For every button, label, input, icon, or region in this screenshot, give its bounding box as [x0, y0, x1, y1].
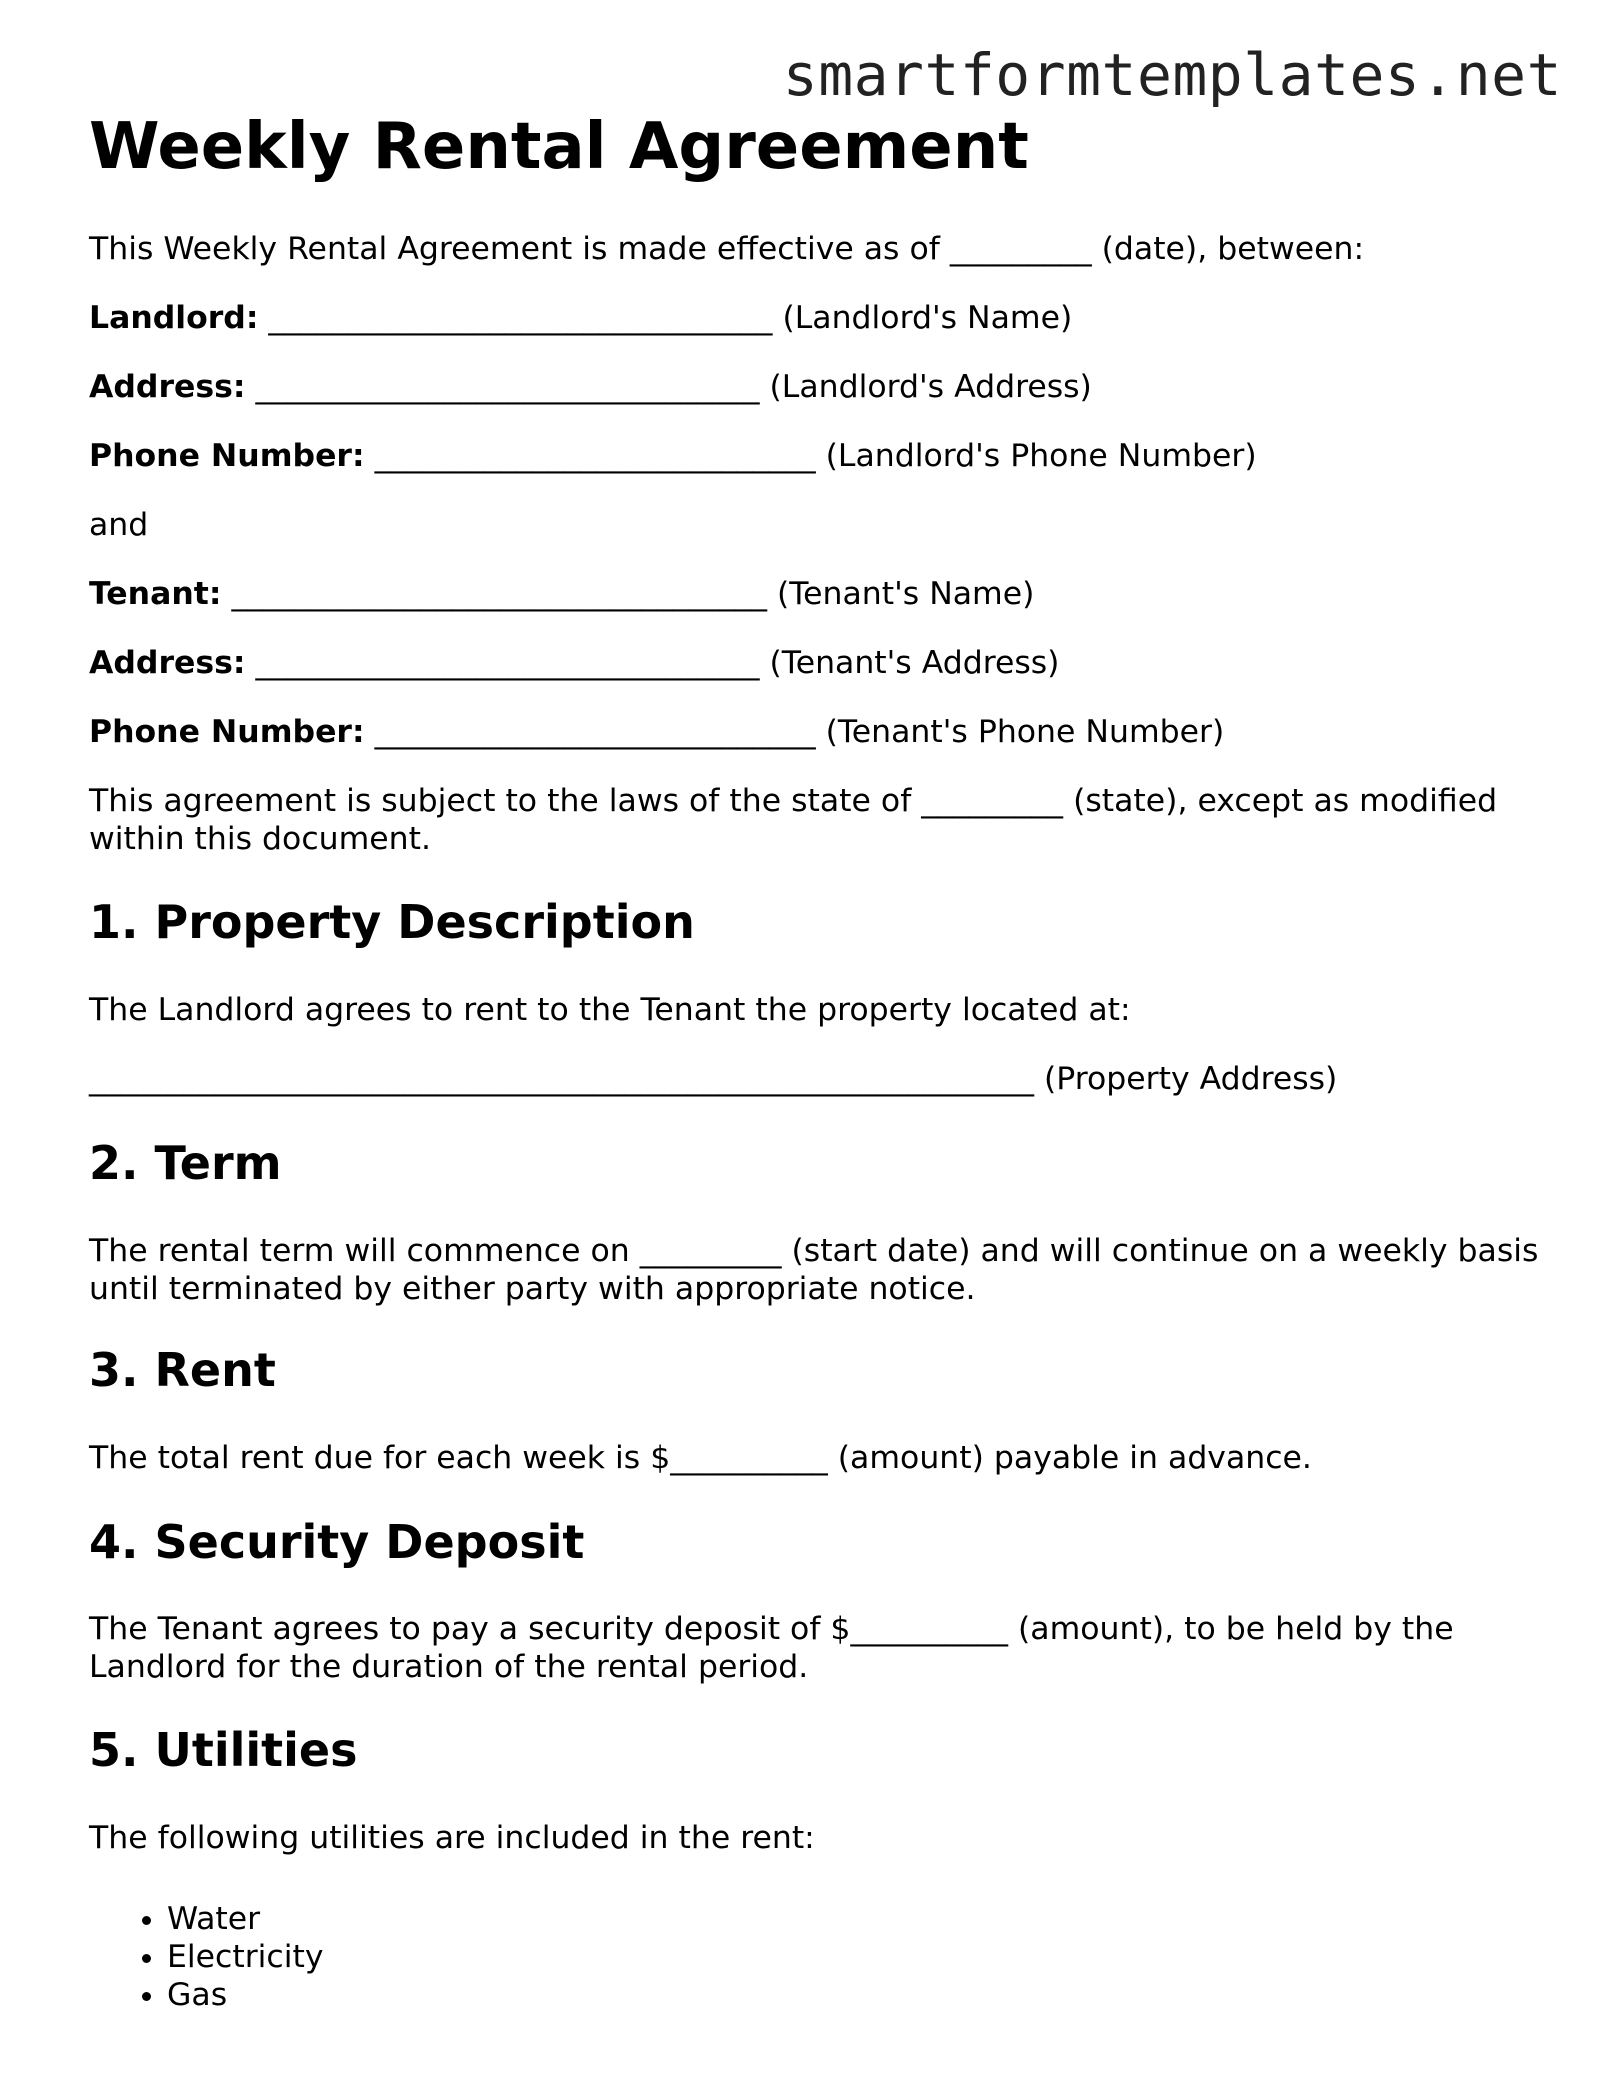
property-address-line: ____________________________________________________________ (Property Address): [89, 1061, 1338, 1097]
landlord-phone-label: Phone Number:: [89, 438, 365, 474]
tenant-phone-line: [89, 713, 1224, 751]
tenant-name-line: [89, 575, 1034, 613]
section-utilities-text: The following utilities are included in the rent:: [89, 1820, 815, 1856]
landlord-address-field: ________________________________ (Landlord's Address): [245, 369, 1092, 405]
tenant-address-label: Address:: [89, 645, 246, 681]
section-property-text: The Landlord agrees to rent to the Tenant the property located at:: [89, 992, 1131, 1028]
landlord-address-label: Address:: [89, 369, 246, 405]
section-rent-text: The total rent due for each week is $__________ (amount) payable in advance.: [89, 1440, 1312, 1476]
section-deposit-text: The Tenant agrees to pay a security deposit of $__________ (amount), to be held by the Landlord for the duration of the rental period.: [89, 1611, 1454, 1685]
tenant-name-field: __________________________________ (Tenant's Name): [221, 576, 1035, 612]
list-item: • Gas: [167, 1976, 323, 2014]
list-item: • Electricity: [167, 1938, 323, 1976]
landlord-phone-field: ____________________________ (Landlord's Phone Number): [364, 438, 1257, 474]
tenant-phone-field: ____________________________ (Tenant's Phone Number): [364, 714, 1225, 750]
site-watermark: smartformtemplates.net: [782, 41, 1562, 109]
tenant-address-line: [89, 644, 1059, 682]
landlord-name-field: ________________________________ (Landlord's Name): [258, 300, 1073, 336]
landlord-name-line: [89, 299, 1072, 337]
intro-line: This Weekly Rental Agreement is made effective as of _________ (date), between:: [89, 231, 1365, 267]
governing-law-paragraph: This agreement is subject to the laws of the state of _________ (state), except as modified within this document.: [89, 783, 1498, 857]
document-title: Weekly Rental Agreement: [89, 110, 1029, 184]
tenant-phone-label: Phone Number:: [89, 714, 365, 750]
section-utilities-heading: 5. Utilities: [89, 1723, 358, 1777]
section-property-heading: 1. Property Description: [89, 895, 695, 949]
section-rent-heading: 3. Rent: [89, 1343, 276, 1397]
tenant-address-field: ________________________________ (Tenant's Address): [245, 645, 1060, 681]
landlord-name-label: Landlord:: [89, 300, 259, 336]
section-term-heading: 2. Term: [89, 1136, 282, 1190]
list-item: • Water: [167, 1900, 323, 1938]
section-term-text: The rental term will commence on _________ (start date) and will continue on a weekly basis until terminated by either party with appropriate notice.: [89, 1233, 1539, 1307]
landlord-phone-line: [89, 437, 1257, 475]
tenant-name-label: Tenant:: [89, 576, 222, 612]
and-text: and: [89, 507, 149, 543]
section-deposit-heading: 4. Security Deposit: [89, 1515, 585, 1569]
utilities-list: [89, 1900, 323, 2014]
landlord-address-line: [89, 368, 1092, 406]
